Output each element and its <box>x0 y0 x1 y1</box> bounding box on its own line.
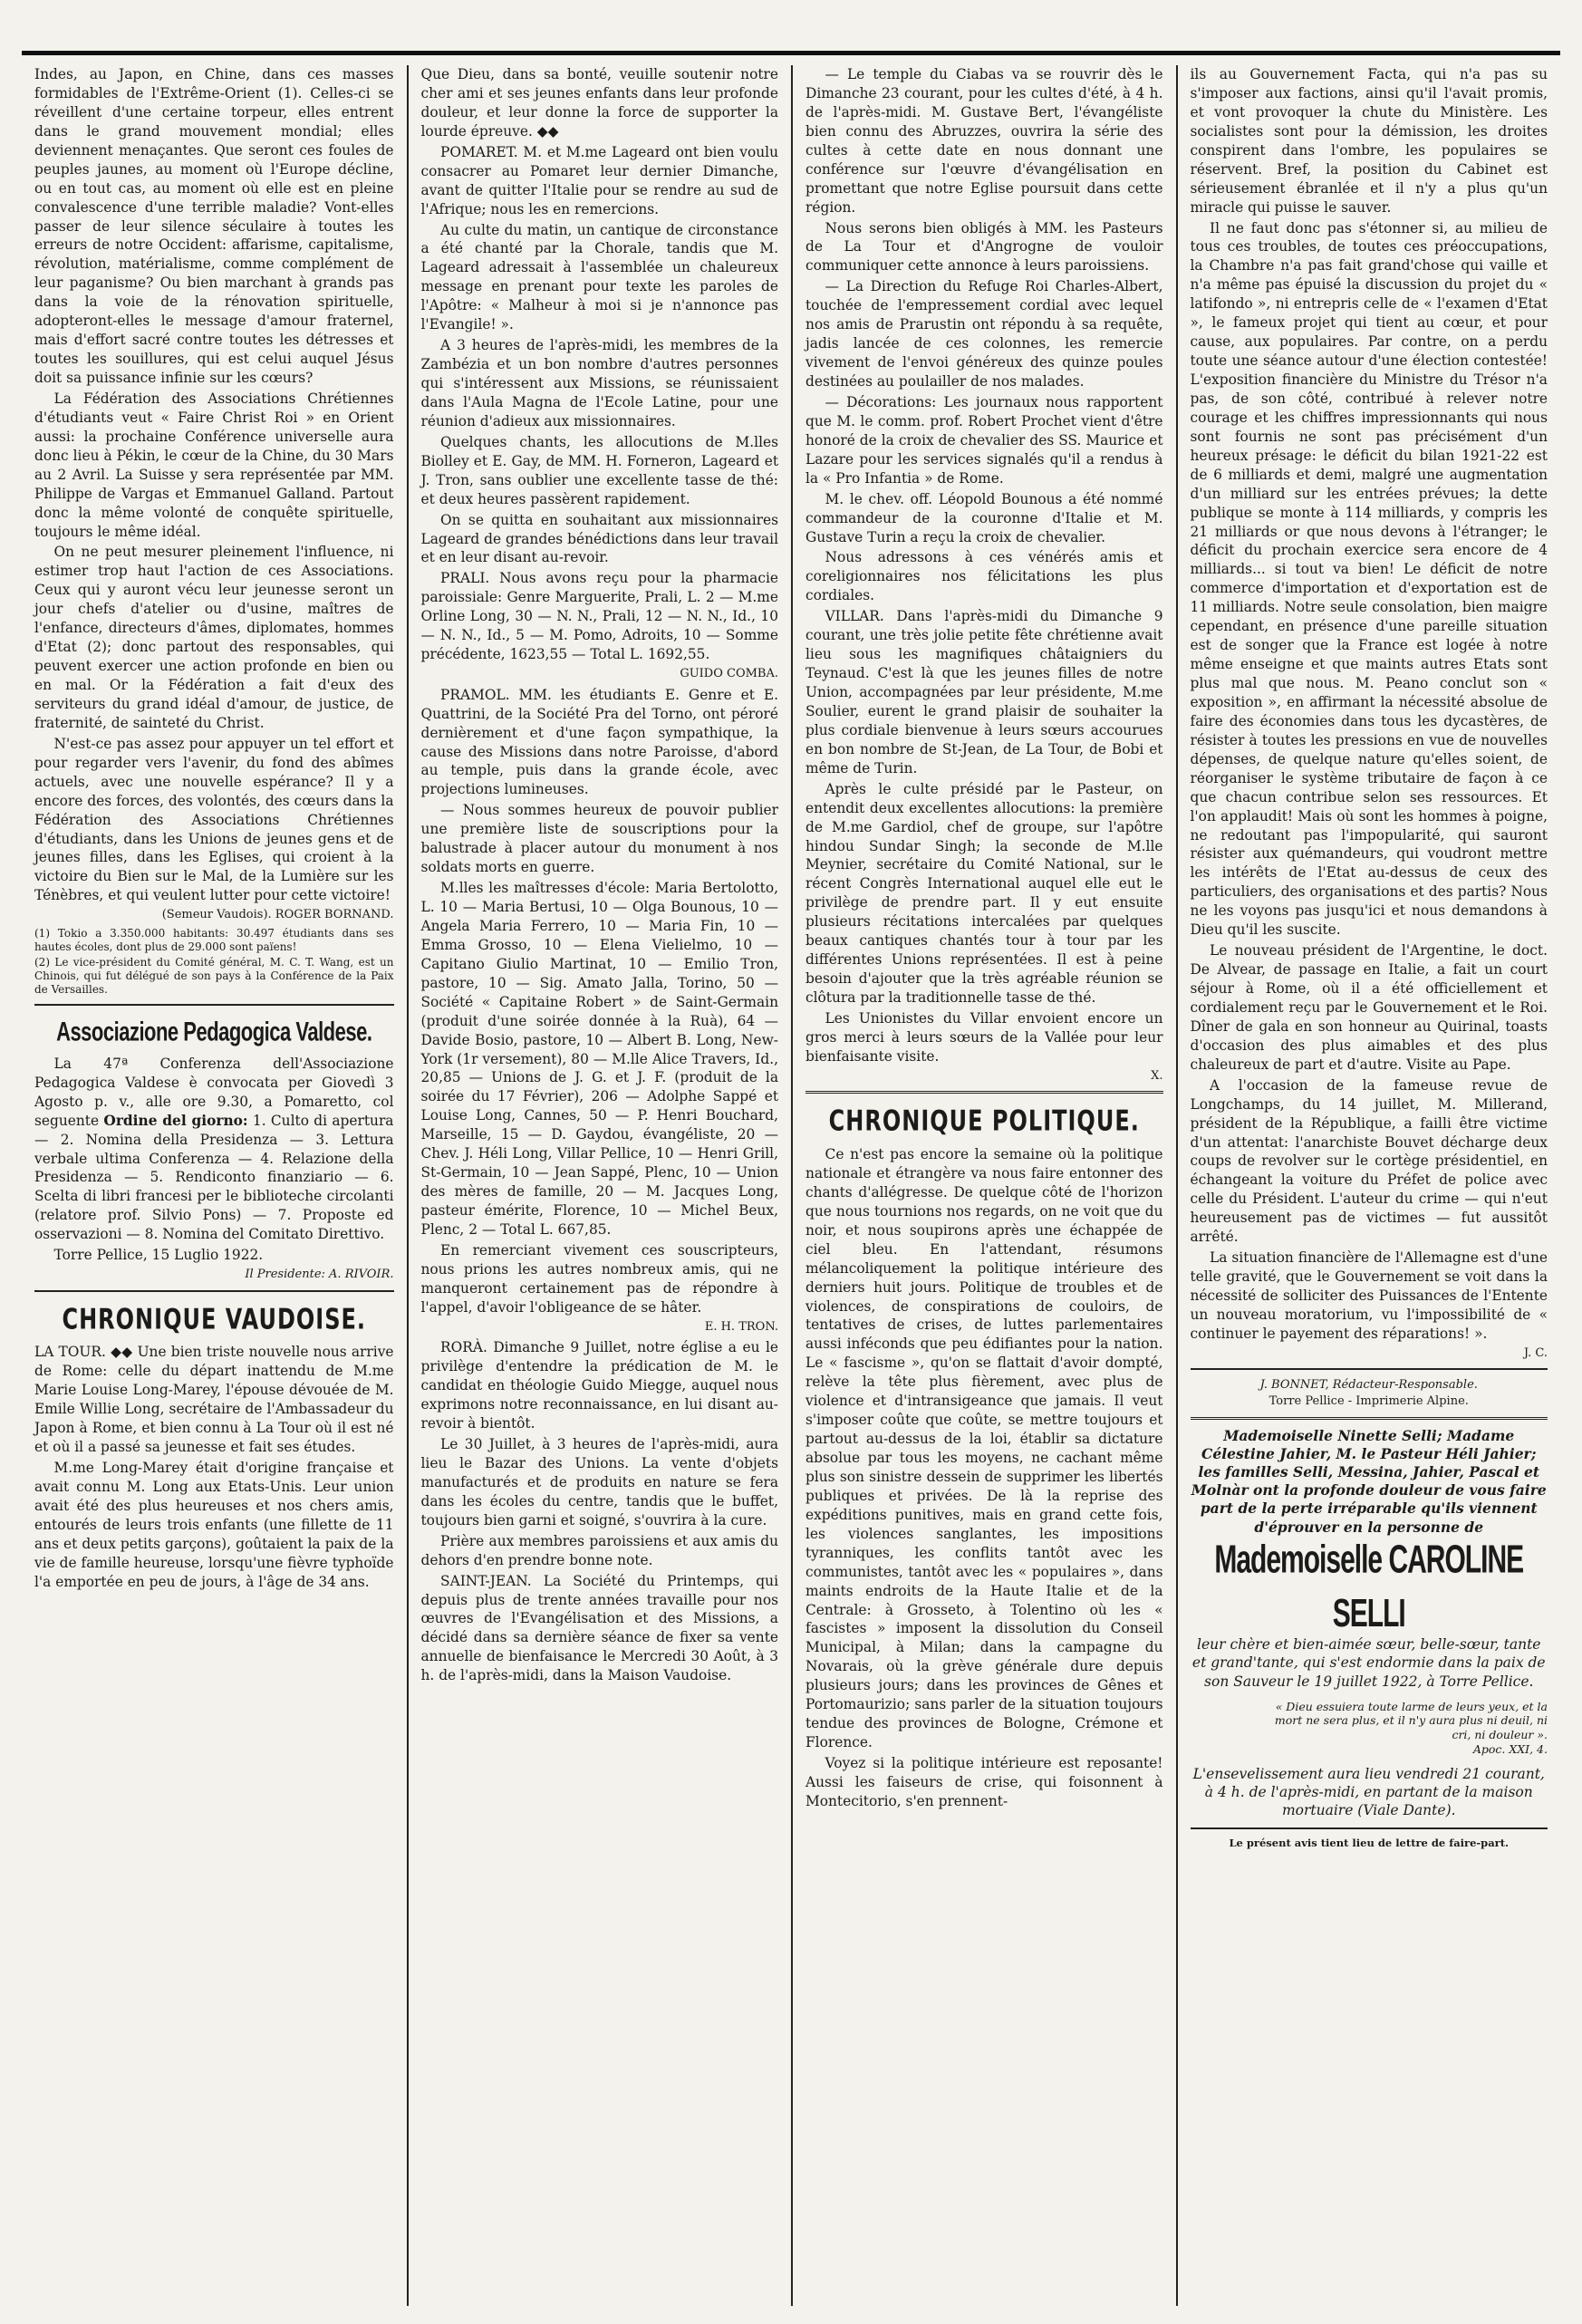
divider <box>34 1004 394 1006</box>
article-paragraph: Le nouveau président de l'Argentine, le doct. De Alvear, de passage en Italie, a fait un court séjour à Rome, où il a été officiellement et cordialement reçu par le Gouvernement et le Roi. Dîner de gala en son honneur au Quirinal, toasts d'occasion des plus aimables et des plus chaleureux de part et d'autre. Visite au Pape. <box>1190 942 1548 1073</box>
article-paragraph: Nous serons bien obligés à MM. les Pasteurs de La Tour et d'Angrogne de vouloir communiquer cette annonce à leurs paroissiens. <box>805 219 1163 275</box>
article-paragraph: Le 30 Juillet, à 3 heures de l'après-midi, aura lieu le Bazar des Unions. La vente d'objets manufacturés et de produits en nature se fera dans les écoles du centre, tandis que le buffet, toujours bien garni et soigné, s'ouvrira à la cure. <box>420 1436 778 1528</box>
article-paragraph: ils au Gouvernement Facta, qui n'a pas su s'imposer aux factions, ainsi qu'il l'avait promis, et vont provoquer la chute du Ministère. Les socialistes sont pour la démission, les droites conspirent dans l'ombre, les populaires se réservent. Bref, la position du Cabinet est sérieusement ébranlée et il n'y a plus qu'un miracle qui puisse le sauver. <box>1190 66 1548 216</box>
article-paragraph: PRAMOL. MM. les étudiants E. Genre et E. Quattrini, de la Société Pra del Torno, ont péroré dernièrement et d'une façon sympathique, la cause des Missions dans notre Paroisse, d'abord au temple, puis dans la grande école, avec projections lumineuses. <box>420 686 778 798</box>
obituary-text: leur chère et bien-aimée sœur, belle-sœur, tante et grand'tante, qui s'est endormie dans la paix de son Sauveur le 19 juillet 1922, à Torre Pellice. <box>1191 1636 1546 1690</box>
quote-reference: Apoc. XXI, 4. <box>1472 1741 1548 1756</box>
article-signature: GUIDO COMBA. <box>680 667 778 681</box>
column-1 <box>22 65 407 2306</box>
divider <box>34 1290 394 1292</box>
article-paragraph: Nous adressons à ces vénérés amis et coreligionnaires nos félicitations les plus cordiales. <box>805 549 1163 604</box>
column-3 <box>791 65 1176 2306</box>
article-paragraph: A 3 heures de l'après-midi, les membres de la Zambézia et un bon nombre d'autres personnes qui s'intéressent aux Missions, se réunissaient dans l'Aula Magna de l'Ecole Latine, pour une réunion d'adieux aux missionnaires. <box>420 337 778 429</box>
newspaper-page <box>22 65 1560 2306</box>
article-paragraph: VILLAR. Dans l'après-midi du Dimanche 9 courant, une très jolie petite fête chrétienne avait lieu sous les magnifiques châtaigniers du Teynaud. C'est là que les jeunes filles de notre Union, accompagnées par leur présidente, M.me Soulier, eurent le grand plaisir de souhaiter la plus cordiale bienvenue à leurs sœurs accourues en bon nombre de St-Jean, de La Tour, de Bobi et même de Turin. <box>805 608 1163 776</box>
article-paragraph: LA TOUR. ◆◆ Une bien triste nouvelle nous arrive de Rome: celle du départ inattendu de M.me Marie Louise Long-Marey, l'épouse dévouée de M. Emile Willie Long, secrétaire de l'Ambassadeur du Japon à Rome, et bien connu à La Tour où il est né et où il a passé sa jeunesse et fait ses études. <box>34 1344 394 1456</box>
top-rule <box>22 51 1560 55</box>
article-paragraph: Ce n'est pas encore la semaine où la politique nationale et étrangère va nous faire entonner des chants d'allégresse. De quelque côté de l'horizon que nous tournions nos regards, on ne voit que du noir, et nous soupirons après une échappée de ciel bleu. En l'attendant, résumons mélancoliquement la politique intérieure des derniers huit jours. Politique de troubles et de violences, de conspirations de couloirs, de tentatives de crises, de luttes parlementaires aussi inféconds que peu édifiantes pour la nation. Le « fascisme », qu'on se flattait d'avoir dompté, relève la tête plus fièrement, avec plus de violence et d'intransigeance que jamais. Il veut s'imposer coûte que coûte, se mettre toujours et partout au-dessus de la loi, établir sa dictature absolue par tous les moyens, ne cachant même plus son sinistre dessein de supprimer les libertés publiques et privées. De là la reprise des expéditions punitives, mais en grand cette fois, les violences sanglantes, les impositions tyranniques, les conflits tantôt avec les communistes, tantôt avec les « populaires », dans maints endroits de la Haute Italie et de la Centrale: à Grosseto, à Tolentino où les « fascistes » imposent la dissolution du Conseil Municipal, à Milan; dans la campagne du Novarais, où la grève générale dure depuis plusieurs jours; dans les provinces de Gênes et Portomaurizio; sans parler de la situation toujours tendue des provinces de Bologne, Crémone et Florence. <box>805 1146 1163 1751</box>
divider <box>1191 1827 1548 1829</box>
article-paragraph: Voyez si la politique intérieure est reposante! Aussi les faiseurs de crise, qui foisonnent à Montecitorio, s'en prennent- <box>805 1755 1163 1809</box>
article-paragraph: Après le culte présidé par le Pasteur, on entendit deux excellentes allocutions: la première de M.me Gardiol, chef de groupe, sur l'apôtre hindou Sundar Singh; la seconde de M.lle Meynier, secrétaire du Comité National, sur le récent Congrès International auquel elle eut le privilège de prendre part. Il y eut ensuite plusieurs récitations intercalées par quelques beaux cantiques chantés tour à tour par les différentes Unions représentées. Il est à peine besoin d'ajouter que la très agréable réunion se clôtura par la traditionnelle tasse de thé. <box>805 780 1163 1006</box>
article-paragraph <box>34 1055 394 1244</box>
obituary-name: Mademoiselle CAROLINE SELLI <box>1214 1538 1524 1635</box>
article-signature: X. <box>1151 1068 1163 1083</box>
column-2 <box>407 65 792 2306</box>
article-signature: J. C. <box>1523 1345 1548 1360</box>
assoc-agenda: 1. Culto di apertura — 2. Nomina della Presidenza — 3. Lettura verbale ultima Conferenza — 4. Relazione della Presidenza — 5. Rendiconto finanziario — 6. Scelta di libri francesi per le biblioteche circolanti (relatore prof. Silvio Pons) — 7. Proposte ed osservazioni — 8. Nomina del Comitato Direttivo. <box>34 1112 394 1243</box>
quote-text: « Dieu essuiera toute larme de leurs yeux, et la mort ne sera plus, et il n'y aura plus ni deuil, ni cri, ni douleur ». <box>1274 1699 1548 1741</box>
column-4 <box>1176 65 1561 2306</box>
article-paragraph: La situation financière de l'Allemagne est d'une telle gravité, que le Gouvernement se voit dans la nécessité de solliciter des Puissances de l'Entente un nouveau moratorium, vu l'impossibilité de « continuer le payement des réparations! ». <box>1190 1249 1548 1342</box>
article-paragraph: On se quitta en souhaitant aux missionnaires Lageard de grandes bénédictions dans leur travail et en leur disant au-revoir. <box>420 511 778 566</box>
footnote: (2) Le vice-président du Comité général, M. C. T. Wang, est un Chinois, qui fut délégué de son pays à la Conférence de la Paix de Versailles. <box>34 955 394 996</box>
section-heading: CHRONIQUE POLITIQUE. <box>828 1104 1140 1138</box>
article-paragraph: La Fédération des Associations Chrétiennes d'étudiants veut « Faire Christ Roi » en Orient aussi: la prochaine Conférence universelle aura donc lieu à Pékin, le cœur de la Chine, du 30 Mars au 2 Avril. La Suisse y sera représentée par MM. Philippe de Vargas et Emmanuel Galland. Partout donc la même volonté de conquête spirituelle, toujours le même idéal. <box>34 390 394 540</box>
divider <box>805 1091 1163 1094</box>
footnote: (1) Tokio a 3.350.000 habitants: 30.497 étudiants dans ses hautes écoles, dont plus de 29.000 sont païens! <box>34 926 394 953</box>
section-heading: CHRONIQUE VAUDOISE. <box>62 1302 367 1336</box>
article-paragraph: SAINT-JEAN. La Société du Printemps, qui depuis plus de trente années travaille pour nos œuvres de l'Evangélisation et des Missions, a décidé dans sa dernière séance de fixer sa vente annuelle de bienfaisance le Mercredi 30 Août, à 3 h. de l'après-midi, dans la Maison Vaudoise. <box>420 1572 778 1684</box>
divider <box>1191 1417 1548 1420</box>
footnotes <box>34 927 394 997</box>
article-paragraph: A l'occasion de la fameuse revue de Longchamps, du 14 juillet, M. Millerand, président de la République, a failli être victime d'un attentat: l'anarchiste Bouvet décharge deux coups de revolver sur le cortège présidentiel, en échangeant la voiture du Préfet de police avec celle du Président. L'auteur du crime — qui n'eut heureusement pas de victimes — fut aussitôt arrêté. <box>1190 1076 1548 1246</box>
assoc-text: La 47ª Conferenza dell'Associazione Pedagogica Valdese è convocata per Giovedì 3 Agosto p. v., alle ore 9.30, a Pomaretto, col seguente <box>34 1055 394 1129</box>
article-paragraph: Prière aux membres paroissiens et aux amis du dehors d'en prendre bonne note. <box>420 1532 778 1568</box>
dateline: Torre Pellice, 15 Luglio 1922. <box>53 1247 264 1264</box>
obituary-intro: Mademoiselle Ninette Selli; Madame Célestine Jahier, M. le Pasteur Héli Jahier; les familles Selli, Messina, Jahier, Pascal et Molnàr ont la profonde douleur de vous faire part de la perte irréparable qu'ils viennent d'éprouver en la personne de <box>1191 1426 1547 1536</box>
notice-line: Le présent avis tient lieu de lettre de faire-part. <box>1229 1836 1510 1849</box>
article-paragraph: N'est-ce pas assez pour appuyer un tel effort et pour regarder vers l'avenir, du fond des abîmes actuels, avec une nouvelle espérance? Il y a encore des forces, des volontés, des cœurs dans la Fédération des Associations Chrétiennes d'étudiants, dans les Unions de jeunes gens et de jeunes filles, dans les Eglises, qui croient à la victoire du Bien sur le Mal, de la Lumière sur les Ténèbres, et qui veulent lutter pour cette victoire! <box>34 735 394 904</box>
bible-quote <box>1191 1700 1548 1757</box>
article-paragraph: RORÀ. Dimanche 9 Juillet, notre église a eu le privilège d'entendre la prédication de M. le candidat en théologie Guido Miegge, auquel nous exprimons notre reconnaissance, en lui disant au-revoir à bientôt. <box>420 1339 778 1432</box>
article-paragraph: On ne peut mesurer pleinement l'influence, ni estimer trop haut l'action de ces Associations. Ceux qui y auront vécu leur jeunesse seront un jour chefs d'atelier ou d'usine, maîtres de l'enfance, directeurs d'âmes, diplomates, hommes d'Etat (2); donc partout des responsables, qui peuvent exercer une action profonde en bien ou en mal. Or la Fédération a fait d'eux des serviteurs du grand idéal d'amour, de justice, de fraternité, de sainteté du Christ. <box>34 544 394 731</box>
article-paragraph: Les Unionistes du Villar envoient encore un gros merci à leurs sœurs de la Vallée pour leur bienfaisante visite. <box>805 1009 1163 1065</box>
article-paragraph: Au culte du matin, un cantique de circonstance a été chanté par la Chorale, tandis que M. Lageard adressait à l'assemblée un chaleureux message en prenant pour texte les paroles de l'Apôtre: « Malheur à moi si je n'annonce pas l'Evangile! ». <box>420 221 778 333</box>
article-paragraph: M.me Long-Marey était d'origine française et avait connu M. Long aux Etats-Unis. Leur union avait été des plus heureuses et nos chers amis, entourés de leurs trois enfants (une fillette de 11 ans et deux petits garçons), goûtaient la paix de la vie de famille heureuse, lorsqu'une fièvre typhoïde l'a emportée en peu de jours, à l'âge de 34 ans. <box>34 1460 394 1590</box>
article-paragraph: Il ne faut donc pas s'étonner si, au milieu de tous ces troubles, de toutes ces préoccupations, la Chambre n'a pas fait grand'chose qui vaille et n'a même pas épuisé la discussion du projet du « latifondo », ni entrepris celle de « l'examen d'Etat », le fameux projet qui tient au cœur, et pour cause, aux populaires. Par contre, on a perdu toute une séance autour d'une élection contestée! L'exposition financière du Ministre du Trésor n'a pas, de son côté, contribué à relever notre courage et les chiffres impressionnants qui nous sont fournis ne sont pas précisément d'un heureux présage: le déficit du bilan 1921-22 est de 6 milliards et demi, malgré une augmentation d'un milliard sur les entrées prévues; la dette publique se monte à 114 milliards, y compris les 21 milliards or que nous devons à l'étranger; le déficit du prochain exercice sera encore de 4 milliards... si tout va bien! Le déficit de notre commerce d'importation et d'exportation est de 11 milliards. Notre seule consolation, bien maigre cependant, en présence d'une pareille situation est de songer que la France est logée à notre même enseigne et que maints autres Etats sont plus mal que nous. M. Peano conclut son « exposition », en affirmant la nécessité absolue de faire des économies dans tous les dycastères, de résister à toutes les pressions en vue de nouvelles dépenses, de quelque nature qu'elles soient, de réorganiser le système tributaire de façon à ce que chacun contribue selon ses ressources. Et l'on applaudit! Mais où sont les hommes à poigne, ne redoutant pas l'impopularité, qui sauront résister aux quémandeurs, qui voudront mettre les intérêts de l'Etat au-dessus de ceux des particuliers, des organisations et des partis? Nous ne les voyons pas jusqu'ici et nous demandons à Dieu qu'il les suscite. <box>1190 219 1548 939</box>
article-paragraph: En remerciant vivement ces souscripteurs, nous prions les autres nombreux amis, qui ne manqueront certainement pas de répondre à l'appel, d'avoir l'obligeance de se hâter. <box>420 1241 778 1316</box>
article-paragraph: M. le chev. off. Léopold Bounous a été nommé commandeur de la couronne d'Italie et M. Gustave Turin a reçu la croix de chevalier. <box>805 490 1163 545</box>
article-paragraph: PRALI. Nous avons reçu pour la pharmacie paroissiale: Genre Marguerite, Prali, L. 2 — M.me Orline Long, 30 — N. N., Prali, 12 — N. N., Id., 10 — N. N., Id., 5 — M. Pomo, Adroits, 10 — Somme précédente, 1623,55 — Total L. 1692,55. <box>420 570 778 663</box>
article-signature: (Semeur Vaudois). ROGER BORNAND. <box>161 908 394 922</box>
section-heading: Associazione Pedagogica Valdese. <box>56 1016 372 1047</box>
article-paragraph: POMARET. M. et M.me Lageard ont bien voulu consacrer au Pomaret leur dernier Dimanche, avant de quitter l'Italie pour se rendre au sud de l'Afrique; nous les en remercions. <box>420 143 778 217</box>
article-paragraph: — Nous sommes heureux de pouvoir publier une première liste de souscriptions pour la balustrade à placer autour du monument à nos soldats morts en guerre. <box>420 802 778 876</box>
assoc-order-label: Ordine del giorno: <box>103 1112 248 1129</box>
article-paragraph: — Décorations: Les journaux nous rapportent que M. le comm. prof. Robert Prochet vient d'être honoré de la croix de chevalier des SS. Maurice et Lazare pour les services signalés qu'il a rendus à la « Pro Infantia » de Rome. <box>805 393 1163 487</box>
article-paragraph: — Le temple du Ciabas va se rouvrir dès le Dimanche 23 courant, pour les cultes d'été, à 4 h. de l'après-midi. M. Gustave Bert, l'évangéliste bien connu des Abruzzes, ouvrira la série des cultes à cette date en nous donnant une conférence sur l'œuvre d'évangélisation en promettant que notre Eglise poursuit dans cette région. <box>805 66 1163 216</box>
article-paragraph: Que Dieu, dans sa bonté, veuille soutenir notre cher ami et ses jeunes enfants dans leur profonde douleur, et leur donne la force de supporter la lourde épreuve. ◆◆ <box>420 66 778 140</box>
article-signature: E. H. TRON. <box>704 1319 778 1334</box>
article-signature: Il Presidente: A. RIVOIR. <box>245 1268 394 1282</box>
editor-imprint: J. BONNET, Rédacteur-Responsable. <box>1259 1378 1478 1393</box>
article-paragraph: — La Direction du Refuge Roi Charles-Albert, touchée de l'empressement cordial avec lequel nos amis de Prarustin ont répondu à sa requête, jadis lancée de ces colonnes, les remercie vivement de l'envoi généreux des quinze poules destinées au poulailler de nos malades. <box>805 278 1163 390</box>
divider <box>1191 1368 1548 1370</box>
article-paragraph: Quelques chants, les allocutions de M.lles Biolley et E. Gay, de MM. H. Forneron, Lageard et J. Tron, sans oublier une excellente tasse de thé: et deux heures passèrent rapidement. <box>420 433 778 507</box>
article-paragraph: M.lles les maîtresses d'école: Maria Bertolotto, L. 10 — Maria Bertusi, 10 — Olga Bounous, 10 — Angela Maria Ferrero, 10 — Maria Fin, 10 — Emma Grosso, 10 — Elena Vielielmo, 10 — Capitano Giulio Martinat, 10 — Emilio Tron, pastore, 10 — Sig. Amato Jalla, Torino, 50 — Société « Capitaine Robert » de Saint-Germain (produit d'une soirée donnée à la Ruà), 64 — Davide Bosio, pastore, 10 — Albert B. Long, New-York (1r versement), 80 — M.lle Alice Travers, Id., 20,85 — Unions de J. G. et J. F. (produit de la soirée du 17 Février), 206 — Adolphe Sappé et Louise Long, Cannes, 50 — P. Henri Bouchard, Marseille, 15 — D. Gaydou, évangéliste, 20 — Chev. J. Héli Long, Villar Pellice, 10 — Henri Grill, St-Germain, 10 — Jean Sappé, Plenc, 10 — Union des mères de famille, 20 — M. Jacques Long, pasteur émérite, Florence, 10 — Michel Beux, Plenc, 2 — Total L. 667,85. <box>420 880 778 1238</box>
printer-imprint: Torre Pellice - Imprimerie Alpine. <box>1268 1394 1469 1409</box>
funeral-notice: L'ensevelissement aura lieu vendredi 21 courant, à 4 h. de l'après-midi, en partant de la maison mortuaire (Viale Dante). <box>1192 1766 1545 1819</box>
article-paragraph: Indes, au Japon, en Chine, dans ces masses formidables de l'Extrême-Orient (1). Celles-ci se réveillent d'une certaine torpeur, elles entrent dans le grand mouvement mondial; elles deviennent menaçantes. Que seront ces foules de peuples jaunes, au moment où l'Europe décline, ou en tout cas, au moment où elle est en pleine convalescence d'une terrible maladie? Vont-elles passer de leur silence séculaire à toutes les erreurs de notre Occident: affarisme, capitalisme, révolution, matérialisme, comme complément de leur paganisme? Ou bien marchant à grands pas dans la voie de la rénovation spirituelle, adopteront-elles le message d'amour fraternel, mais d'effort sacré contre toutes les détresses et toutes les souillures, qui est celui auquel Jésus doit sa puissance infinie sur les cœurs? <box>34 66 394 386</box>
